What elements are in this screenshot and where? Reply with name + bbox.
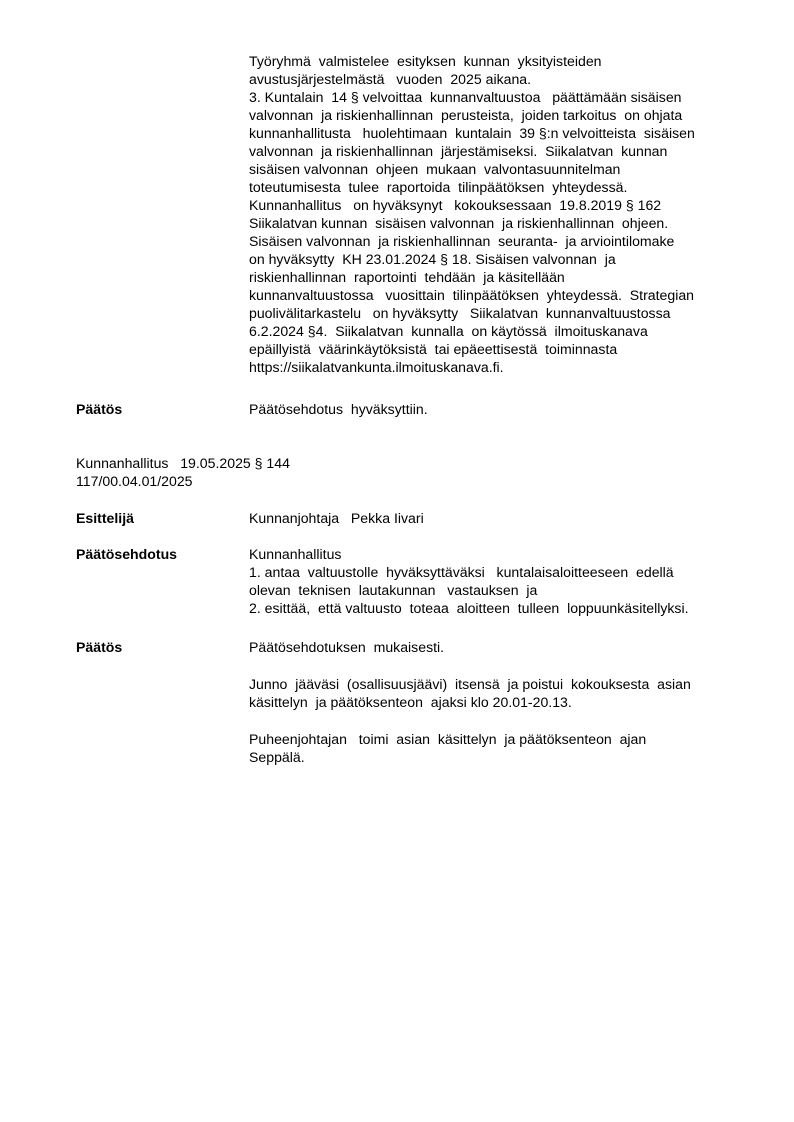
text-line: sisäisen valvonnan ohjeen mukaan valvontasuunnitelman xyxy=(249,161,621,177)
text-line: toteutumisesta tulee raportoida tilinpäätöksen yhteydessä. xyxy=(249,179,628,195)
record-number: 117/00.04.01/2025 xyxy=(76,473,193,489)
decision-label: Päätös xyxy=(76,401,123,417)
text-line: 3. Kuntalain 14 § velvoittaa kunnanvaltuustoa päättämään sisäisen xyxy=(249,89,682,105)
presenter-text: Kunnanjohtaja Pekka Iivari xyxy=(249,510,424,526)
text-line: epäillyistä väärinkäytöksistä tai epäeettisestä toiminnasta xyxy=(249,341,618,357)
decision-label: Päätös xyxy=(76,639,123,655)
chair-note-line: Puheenjohtajan toimi asian käsittelyn ja päätöksenteon ajan xyxy=(249,731,647,747)
text-line: Kunnanhallitus on hyväksynyt kokouksessaan 19.8.2019 § 162 xyxy=(249,197,662,213)
text-line: 6.2.2024 §4. Siikalatvan kunnalla on käytössä ilmoituskanava xyxy=(249,323,648,339)
presenter-label: Esittelijä xyxy=(76,510,134,526)
text-line: kunnanhallitusta huolehtimaan kuntalain 39 §:n velvoitteista sisäisen xyxy=(249,125,695,141)
proposal-line: Kunnanhallitus xyxy=(249,546,342,562)
text-line: avustusjärjestelmästä vuoden 2025 aikana. xyxy=(249,71,532,87)
text-line: Siikalatvan kunnan sisäisen valvonnan ja riskienhallinnan ohjeen. xyxy=(249,215,669,231)
proposal-line: 1. antaa valtuustolle hyväksyttäväksi kuntalaisaloitteeseen edellä xyxy=(249,564,674,580)
text-line: riskienhallinnan raportointi tehdään ja käsitellään xyxy=(249,269,565,285)
text-line: on hyväksytty KH 23.01.2024 § 18. Sisäisen valvonnan ja xyxy=(249,251,616,267)
decision-text: Päätösehdotus hyväksyttiin. xyxy=(249,401,428,417)
proposal-line: olevan teknisen lautakunnan vastauksen ja xyxy=(249,582,538,598)
chair-note-line: Seppälä. xyxy=(249,749,305,765)
recusal-note-line: Junno jääväsi (osallisuusjäävi) itsensä ja poistui kokouksesta asian xyxy=(249,676,691,692)
text-line: Työryhmä valmistelee esityksen kunnan yksityisteiden xyxy=(249,53,602,69)
proposal-label: Päätösehdotus xyxy=(76,546,178,562)
decision-text: Päätösehdotuksen mukaisesti. xyxy=(249,639,445,655)
text-line: Sisäisen valvonnan ja riskienhallinnan seuranta- ja arviointilomake xyxy=(249,233,675,249)
proposal-line: 2. esittää, että valtuusto toteaa aloitteen tulleen loppuunkäsitellyksi. xyxy=(249,600,689,616)
text-line: valvonnan ja riskienhallinnan perusteista, joiden tarkoitus on ohjata xyxy=(249,107,683,123)
text-line: puolivälitarkastelu on hyväksytty Siikalatvan kunnanvaltuustossa xyxy=(249,305,671,321)
text-line: kunnanvaltuustossa vuosittain tilinpäätöksen yhteydessä. Strategian xyxy=(249,287,695,303)
recusal-note-line: käsittelyn ja päätöksenteon ajaksi klo 20.01-20.13. xyxy=(249,694,572,710)
text-line: valvonnan ja riskienhallinnan järjestämiseksi. Siikalatvan kunnan xyxy=(249,143,668,159)
text-line: https://siikalatvankunta.ilmoituskanava.fi. xyxy=(249,359,504,375)
meeting-reference: Kunnanhallitus 19.05.2025 § 144 xyxy=(76,455,290,471)
